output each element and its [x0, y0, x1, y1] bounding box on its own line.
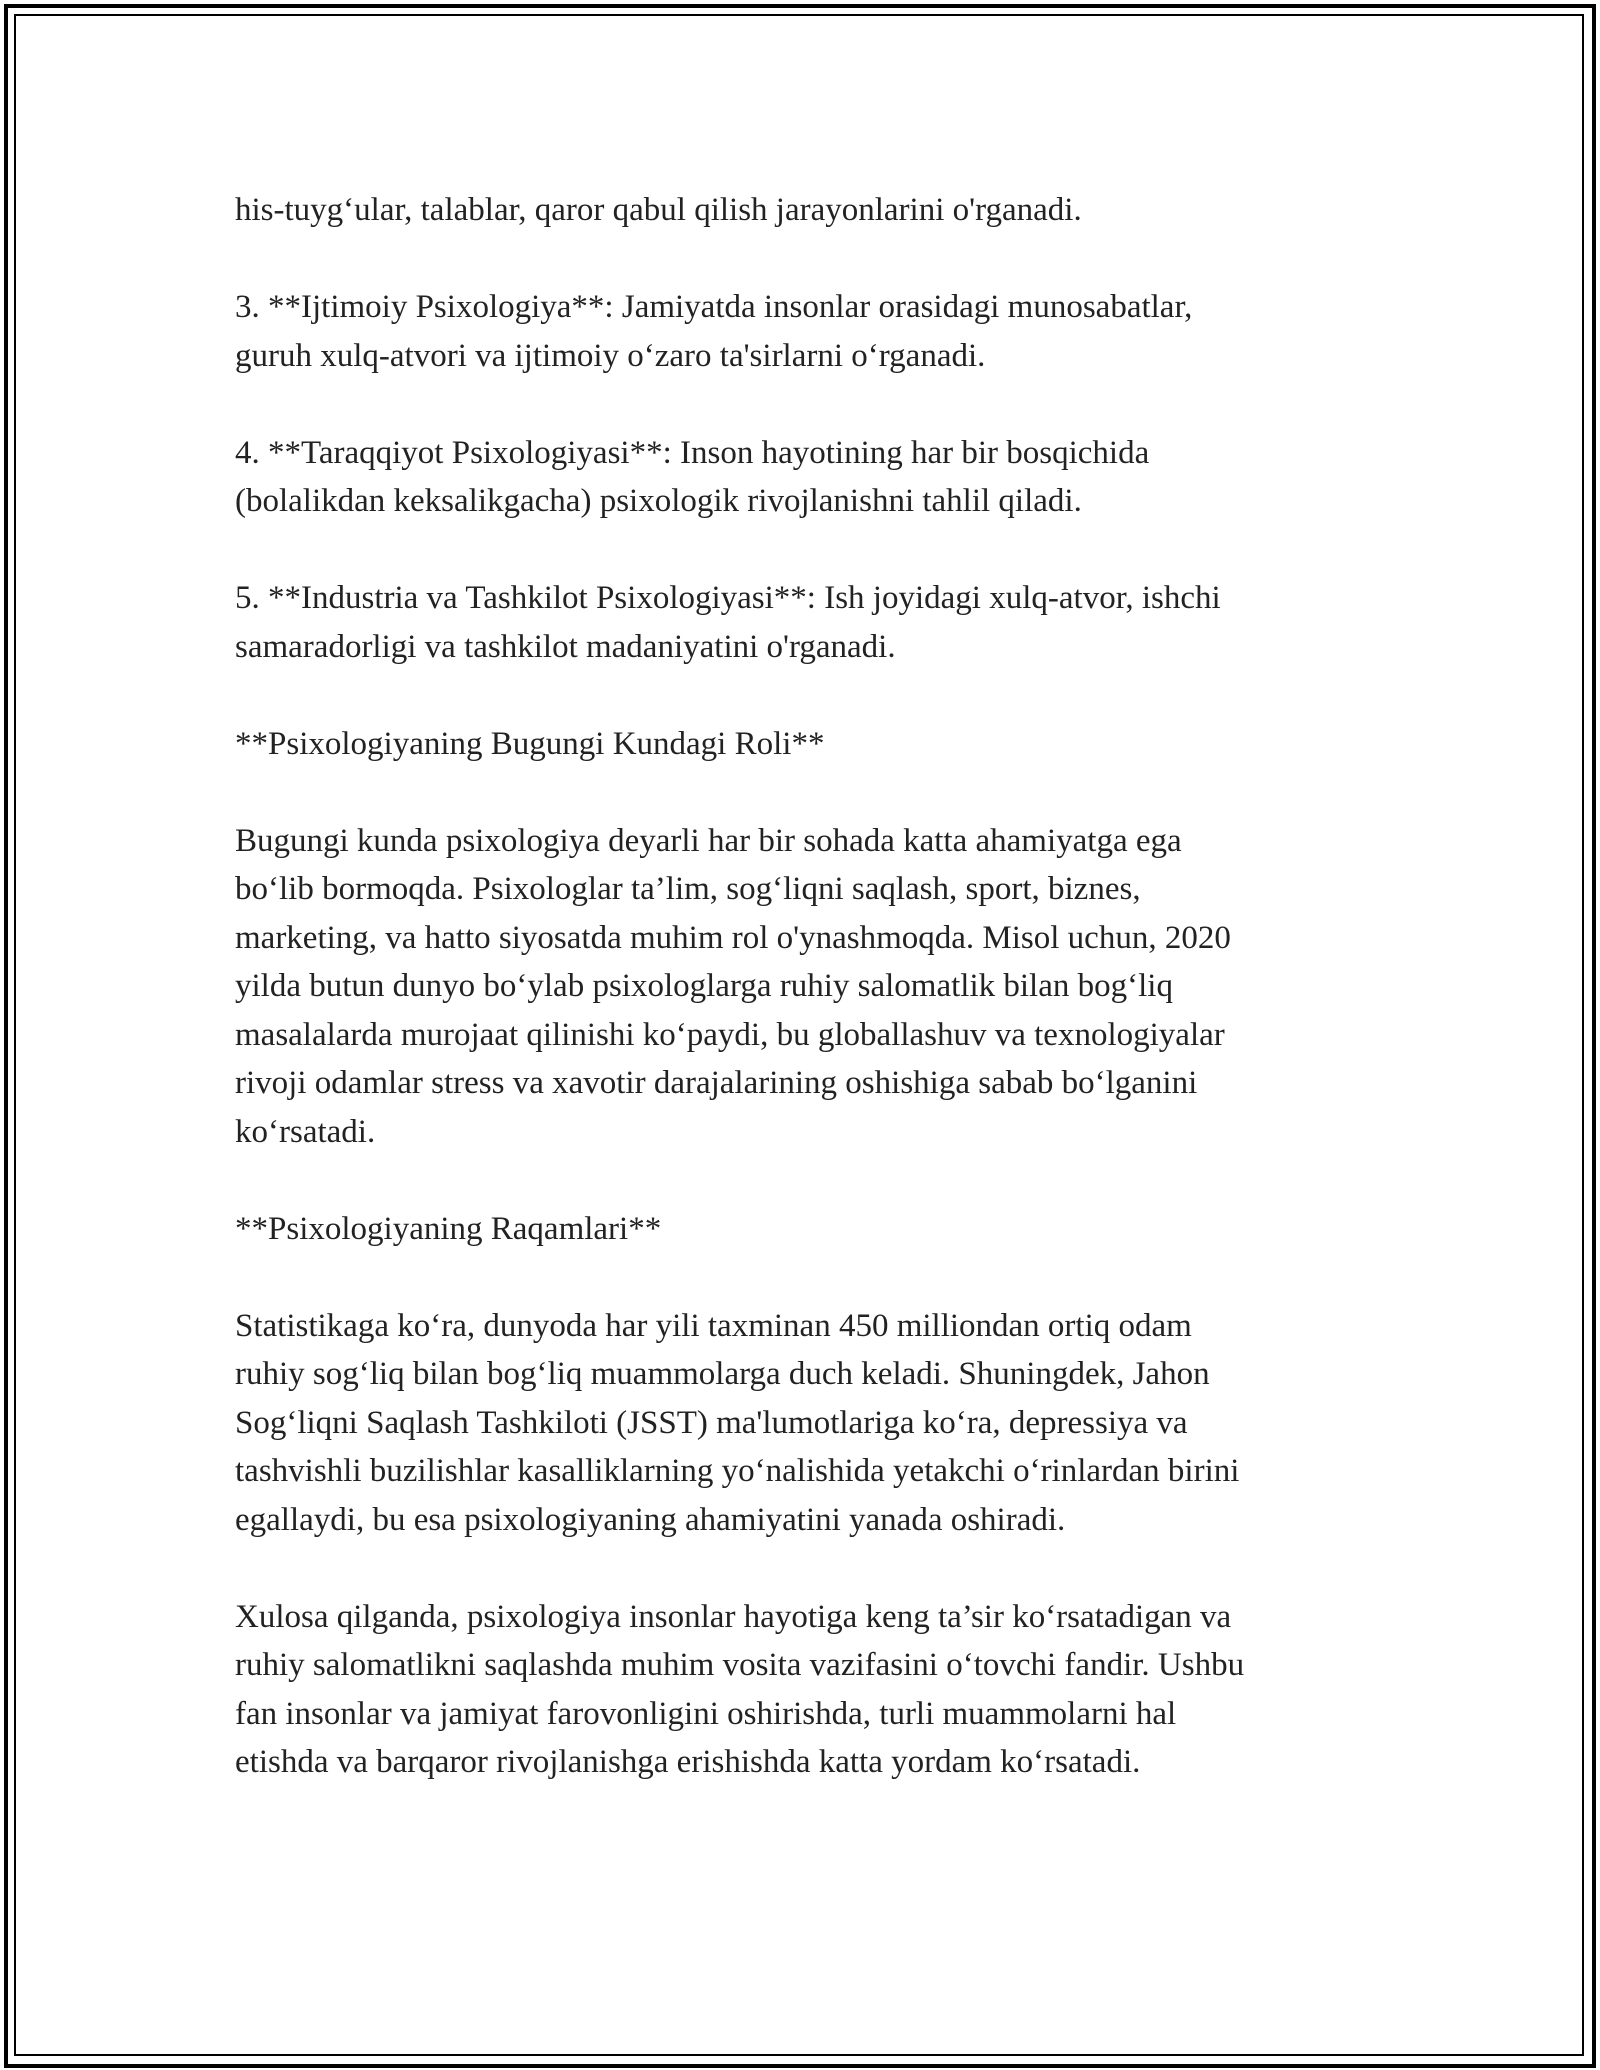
paragraph [235, 1205, 1365, 1254]
text-line: fan insonlar va jamiyat farovonligini oshirishda, turli muammolarni hal [235, 1695, 1177, 1732]
text-line: masalalarda murojaat qilinishi ko‘paydi, bu globallashuv va texnologiyalar [235, 1016, 1225, 1053]
text-line: marketing, va hatto siyosatda muhim rol o'ynashmoqda. Misol uchun, 2020 [235, 919, 1231, 956]
paragraph [235, 720, 1365, 769]
text-line: yilda butun dunyo bo‘ylab psixologlarga ruhiy salomatlik bilan bog‘liq [235, 968, 1173, 1004]
paragraph [235, 1302, 1365, 1545]
text-line: Statistikaga ko‘ra, dunyoda har yili taxminan 450 milliondan ortiq odam [235, 1307, 1192, 1344]
text-line: **Psixologiyaning Raqamlari** [235, 1210, 662, 1247]
text-line: Sog‘liqni Saqlash Tashkiloti (JSST) ma'lumotlariga ko‘ra, depressiya va [235, 1404, 1188, 1441]
text-line: (bolalikdan keksalikgacha) psixologik rivojlanishni tahlil qiladi. [235, 483, 1082, 519]
text-line: tashvishli buzilishlar kasalliklarning yo‘nalishida yetakchi o‘rinlardan birini [235, 1453, 1240, 1489]
text-line: **Psixologiyaning Bugungi Kundagi Roli** [235, 725, 825, 762]
text-line: ruhiy salomatlikni saqlashda muhim vosita vazifasini o‘tovchi fandir. Ushbu [235, 1647, 1245, 1683]
text-line: egallaydi, bu esa psixologiyaning ahamiyatini yanada oshiradi. [235, 1501, 1066, 1538]
text-line: 4. **Taraqqiyot Psixologiyasi**: Inson hayotining har bir bosqichida [235, 434, 1150, 471]
paragraph [235, 186, 1365, 235]
document-body [235, 186, 1365, 1787]
text-line: bo‘lib bormoqda. Psixologlar ta’lim, sog‘liqni saqlash, sport, biznes, [235, 871, 1141, 907]
paragraph [235, 283, 1365, 380]
text-line: samaradorligi va tashkilot madaniyatini o'rganadi. [235, 628, 896, 665]
text-line: ruhiy sog‘liq bilan bog‘liq muammolarga duch keladi. Shuningdek, Jahon [235, 1356, 1210, 1392]
paragraph [235, 429, 1365, 526]
text-line: 3. **Ijtimoiy Psixologiya**: Jamiyatda insonlar orasidagi munosabatlar, [235, 289, 1193, 325]
paragraph [235, 1593, 1365, 1787]
paragraph [235, 574, 1365, 671]
text-line: Xulosa qilganda, psixologiya insonlar hayotiga keng ta’sir ko‘rsatadigan va [235, 1598, 1232, 1635]
text-line: etishda va barqaror rivojlanishga erishishda katta yordam ko‘rsatadi. [235, 1744, 1141, 1780]
text-line: his-tuyg‘ular, talablar, qaror qabul qilish jarayonlarini o'rganadi. [235, 192, 1082, 228]
text-line: rivoji odamlar stress va xavotir darajalarining oshishiga sabab bo‘lganini [235, 1065, 1198, 1101]
paragraph [235, 817, 1365, 1157]
text-line: guruh xulq-atvori va ijtimoiy o‘zaro ta'sirlarni o‘rganadi. [235, 337, 986, 374]
text-line: 5. **Industria va Tashkilot Psixologiyasi**: Ish joyidagi xulq-atvor, ishchi [235, 580, 1221, 616]
text-line: ko‘rsatadi. [235, 1113, 376, 1150]
text-line: Bugungi kunda psixologiya deyarli har bir sohada katta ahamiyatga ega [235, 822, 1182, 859]
